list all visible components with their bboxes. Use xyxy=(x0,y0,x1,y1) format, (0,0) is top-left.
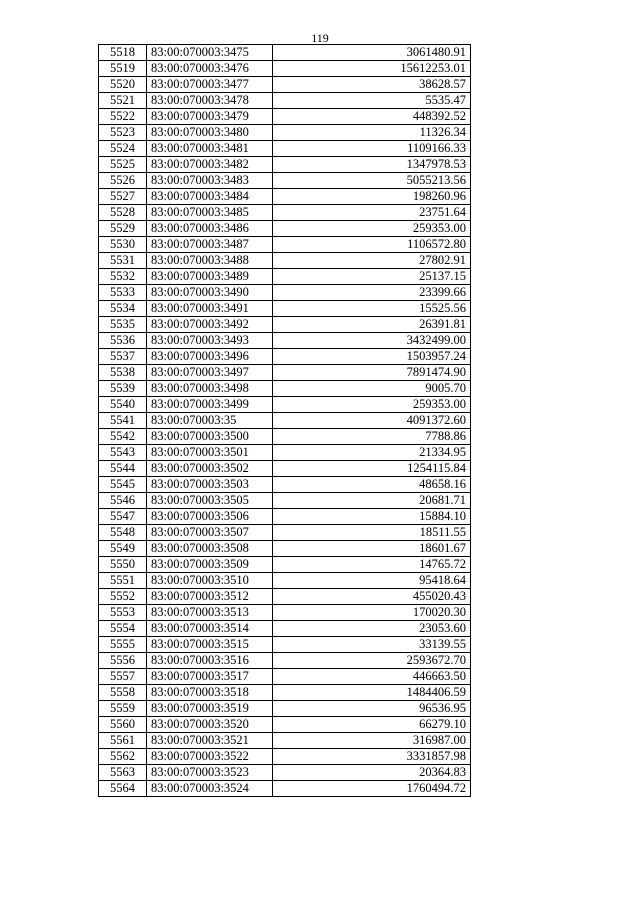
table-row xyxy=(99,461,471,477)
cadastral-value-cell: 96536.95 xyxy=(273,701,471,717)
row-number-cell: 5526 xyxy=(99,173,147,189)
cadastral-value-cell: 1760494.72 xyxy=(273,781,471,797)
cadastral-value-cell: 26391.81 xyxy=(273,317,471,333)
cadastral-value-cell: 1106572.80 xyxy=(273,237,471,253)
row-number-cell: 5521 xyxy=(99,93,147,109)
cadastral-number-cell: 83:00:070003:3524 xyxy=(147,781,273,797)
cadastral-value-cell: 15525.56 xyxy=(273,301,471,317)
row-number-cell: 5520 xyxy=(99,77,147,93)
row-number-cell: 5523 xyxy=(99,125,147,141)
cadastral-number-cell: 83:00:070003:3508 xyxy=(147,541,273,557)
row-number-cell: 5532 xyxy=(99,269,147,285)
table-row xyxy=(99,317,471,333)
table-row xyxy=(99,253,471,269)
cadastral-number-cell: 83:00:070003:3516 xyxy=(147,653,273,669)
cadastral-number-cell: 83:00:070003:3484 xyxy=(147,189,273,205)
cadastral-number-cell: 83:00:070003:3498 xyxy=(147,381,273,397)
table-row xyxy=(99,573,471,589)
table-row xyxy=(99,653,471,669)
row-number-cell: 5529 xyxy=(99,221,147,237)
table-row xyxy=(99,445,471,461)
table-row xyxy=(99,221,471,237)
cadastral-number-cell: 83:00:070003:3496 xyxy=(147,349,273,365)
cadastral-number-cell: 83:00:070003:3490 xyxy=(147,285,273,301)
table-row xyxy=(99,701,471,717)
cadastral-value-cell: 170020.30 xyxy=(273,605,471,621)
row-number-cell: 5522 xyxy=(99,109,147,125)
cadastral-value-cell: 18511.55 xyxy=(273,525,471,541)
cadastral-number-cell: 83:00:070003:3518 xyxy=(147,685,273,701)
cadastral-number-cell: 83:00:070003:3491 xyxy=(147,301,273,317)
cadastral-number-cell: 83:00:070003:3523 xyxy=(147,765,273,781)
table-row xyxy=(99,45,471,61)
cadastral-number-cell: 83:00:070003:3510 xyxy=(147,573,273,589)
table-row xyxy=(99,589,471,605)
table-row xyxy=(99,333,471,349)
cadastral-number-cell: 83:00:070003:3483 xyxy=(147,173,273,189)
cadastral-value-cell: 23053.60 xyxy=(273,621,471,637)
row-number-cell: 5556 xyxy=(99,653,147,669)
cadastral-number-cell: 83:00:070003:3481 xyxy=(147,141,273,157)
row-number-cell: 5525 xyxy=(99,157,147,173)
cadastral-number-cell: 83:00:070003:3493 xyxy=(147,333,273,349)
cadastral-value-cell: 198260.96 xyxy=(273,189,471,205)
row-number-cell: 5527 xyxy=(99,189,147,205)
row-number-cell: 5545 xyxy=(99,477,147,493)
row-number-cell: 5531 xyxy=(99,253,147,269)
cadastral-number-cell: 83:00:070003:3509 xyxy=(147,557,273,573)
cadastral-number-cell: 83:00:070003:3500 xyxy=(147,429,273,445)
row-number-cell: 5538 xyxy=(99,365,147,381)
table-row xyxy=(99,749,471,765)
table-row xyxy=(99,509,471,525)
cadastral-value-cell: 66279.10 xyxy=(273,717,471,733)
row-number-cell: 5528 xyxy=(99,205,147,221)
table-row xyxy=(99,557,471,573)
table-row xyxy=(99,477,471,493)
cadastral-value-cell: 3331857.98 xyxy=(273,749,471,765)
cadastral-value-cell: 20681.71 xyxy=(273,493,471,509)
table-row xyxy=(99,525,471,541)
row-number-cell: 5551 xyxy=(99,573,147,589)
cadastral-value-cell: 316987.00 xyxy=(273,733,471,749)
table-row xyxy=(99,493,471,509)
cadastral-value-cell: 11326.34 xyxy=(273,125,471,141)
cadastral-value-cell: 7788.86 xyxy=(273,429,471,445)
cadastral-value-cell: 1254115.84 xyxy=(273,461,471,477)
cadastral-value-cell: 1109166.33 xyxy=(273,141,471,157)
row-number-cell: 5530 xyxy=(99,237,147,253)
table-row xyxy=(99,189,471,205)
row-number-cell: 5544 xyxy=(99,461,147,477)
table-row xyxy=(99,541,471,557)
table-row xyxy=(99,637,471,653)
cadastral-number-cell: 83:00:070003:3512 xyxy=(147,589,273,605)
table-row xyxy=(99,157,471,173)
table-row xyxy=(99,669,471,685)
row-number-cell: 5535 xyxy=(99,317,147,333)
cadastral-number-cell: 83:00:070003:3514 xyxy=(147,621,273,637)
cadastral-number-cell: 83:00:070003:3497 xyxy=(147,365,273,381)
cadastral-value-cell: 1347978.53 xyxy=(273,157,471,173)
cadastral-value-cell: 455020.43 xyxy=(273,589,471,605)
cadastral-number-cell: 83:00:070003:3486 xyxy=(147,221,273,237)
table-row xyxy=(99,173,471,189)
table-body xyxy=(99,45,471,797)
row-number-cell: 5536 xyxy=(99,333,147,349)
cadastral-value-cell: 21334.95 xyxy=(273,445,471,461)
table-row xyxy=(99,237,471,253)
cadastral-number-cell: 83:00:070003:3515 xyxy=(147,637,273,653)
row-number-cell: 5550 xyxy=(99,557,147,573)
table-row xyxy=(99,269,471,285)
table-row xyxy=(99,77,471,93)
cadastral-value-cell: 259353.00 xyxy=(273,221,471,237)
cadastral-value-cell: 4091372.60 xyxy=(273,413,471,429)
cadastral-number-cell: 83:00:070003:3478 xyxy=(147,93,273,109)
cadastral-value-cell: 15612253.01 xyxy=(273,61,471,77)
cadastral-value-cell: 14765.72 xyxy=(273,557,471,573)
row-number-cell: 5553 xyxy=(99,605,147,621)
row-number-cell: 5533 xyxy=(99,285,147,301)
row-number-cell: 5519 xyxy=(99,61,147,77)
cadastral-number-cell: 83:00:070003:3489 xyxy=(147,269,273,285)
cadastral-value-cell: 446663.50 xyxy=(273,669,471,685)
cadastral-value-cell: 38628.57 xyxy=(273,77,471,93)
row-number-cell: 5537 xyxy=(99,349,147,365)
row-number-cell: 5557 xyxy=(99,669,147,685)
cadastral-value-table xyxy=(98,44,471,797)
cadastral-number-cell: 83:00:070003:3521 xyxy=(147,733,273,749)
cadastral-number-cell: 83:00:070003:3475 xyxy=(147,45,273,61)
table-row xyxy=(99,733,471,749)
row-number-cell: 5561 xyxy=(99,733,147,749)
table-row xyxy=(99,61,471,77)
cadastral-number-cell: 83:00:070003:3482 xyxy=(147,157,273,173)
table-row xyxy=(99,397,471,413)
row-number-cell: 5542 xyxy=(99,429,147,445)
cadastral-number-cell: 83:00:070003:3492 xyxy=(147,317,273,333)
table-row xyxy=(99,365,471,381)
cadastral-number-cell: 83:00:070003:3487 xyxy=(147,237,273,253)
cadastral-number-cell: 83:00:070003:3502 xyxy=(147,461,273,477)
cadastral-value-cell: 448392.52 xyxy=(273,109,471,125)
cadastral-number-cell: 83:00:070003:35 xyxy=(147,413,273,429)
cadastral-value-cell: 48658.16 xyxy=(273,477,471,493)
cadastral-number-cell: 83:00:070003:3488 xyxy=(147,253,273,269)
row-number-cell: 5554 xyxy=(99,621,147,637)
cadastral-number-cell: 83:00:070003:3480 xyxy=(147,125,273,141)
row-number-cell: 5559 xyxy=(99,701,147,717)
table-row xyxy=(99,765,471,781)
table-row xyxy=(99,381,471,397)
row-number-cell: 5560 xyxy=(99,717,147,733)
row-number-cell: 5555 xyxy=(99,637,147,653)
cadastral-number-cell: 83:00:070003:3506 xyxy=(147,509,273,525)
table-row xyxy=(99,685,471,701)
row-number-cell: 5546 xyxy=(99,493,147,509)
cadastral-value-cell: 2593672.70 xyxy=(273,653,471,669)
table-row xyxy=(99,621,471,637)
cadastral-value-cell: 27802.91 xyxy=(273,253,471,269)
row-number-cell: 5524 xyxy=(99,141,147,157)
cadastral-value-cell: 3432499.00 xyxy=(273,333,471,349)
table-row xyxy=(99,717,471,733)
row-number-cell: 5534 xyxy=(99,301,147,317)
cadastral-value-cell: 23399.66 xyxy=(273,285,471,301)
cadastral-value-cell: 23751.64 xyxy=(273,205,471,221)
cadastral-number-cell: 83:00:070003:3501 xyxy=(147,445,273,461)
row-number-cell: 5543 xyxy=(99,445,147,461)
cadastral-value-cell: 33139.55 xyxy=(273,637,471,653)
row-number-cell: 5547 xyxy=(99,509,147,525)
table-row xyxy=(99,413,471,429)
row-number-cell: 5548 xyxy=(99,525,147,541)
cadastral-value-cell: 9005.70 xyxy=(273,381,471,397)
table-row xyxy=(99,93,471,109)
cadastral-value-cell: 5055213.56 xyxy=(273,173,471,189)
cadastral-value-cell: 7891474.90 xyxy=(273,365,471,381)
table-row xyxy=(99,301,471,317)
row-number-cell: 5540 xyxy=(99,397,147,413)
cadastral-number-cell: 83:00:070003:3499 xyxy=(147,397,273,413)
cadastral-value-cell: 3061480.91 xyxy=(273,45,471,61)
cadastral-value-cell: 1503957.24 xyxy=(273,349,471,365)
cadastral-value-cell: 259353.00 xyxy=(273,397,471,413)
cadastral-number-cell: 83:00:070003:3477 xyxy=(147,77,273,93)
table-row xyxy=(99,349,471,365)
row-number-cell: 5518 xyxy=(99,45,147,61)
row-number-cell: 5549 xyxy=(99,541,147,557)
cadastral-number-cell: 83:00:070003:3513 xyxy=(147,605,273,621)
table-row xyxy=(99,125,471,141)
row-number-cell: 5564 xyxy=(99,781,147,797)
cadastral-number-cell: 83:00:070003:3505 xyxy=(147,493,273,509)
cadastral-number-cell: 83:00:070003:3517 xyxy=(147,669,273,685)
table-row xyxy=(99,429,471,445)
cadastral-value-cell: 20364.83 xyxy=(273,765,471,781)
cadastral-value-cell: 1484406.59 xyxy=(273,685,471,701)
row-number-cell: 5539 xyxy=(99,381,147,397)
cadastral-value-cell: 95418.64 xyxy=(273,573,471,589)
cadastral-number-cell: 83:00:070003:3479 xyxy=(147,109,273,125)
table-row xyxy=(99,109,471,125)
cadastral-number-cell: 83:00:070003:3485 xyxy=(147,205,273,221)
row-number-cell: 5541 xyxy=(99,413,147,429)
table-row xyxy=(99,205,471,221)
cadastral-value-cell: 18601.67 xyxy=(273,541,471,557)
cadastral-number-cell: 83:00:070003:3522 xyxy=(147,749,273,765)
table-row xyxy=(99,141,471,157)
row-number-cell: 5563 xyxy=(99,765,147,781)
cadastral-value-cell: 25137.15 xyxy=(273,269,471,285)
cadastral-value-cell: 15884.10 xyxy=(273,509,471,525)
cadastral-number-cell: 83:00:070003:3503 xyxy=(147,477,273,493)
row-number-cell: 5552 xyxy=(99,589,147,605)
table-row xyxy=(99,781,471,797)
row-number-cell: 5562 xyxy=(99,749,147,765)
cadastral-number-cell: 83:00:070003:3476 xyxy=(147,61,273,77)
cadastral-number-cell: 83:00:070003:3519 xyxy=(147,701,273,717)
table-row xyxy=(99,605,471,621)
table-row xyxy=(99,285,471,301)
cadastral-value-cell: 5535.47 xyxy=(273,93,471,109)
row-number-cell: 5558 xyxy=(99,685,147,701)
page-number: 119 xyxy=(311,31,329,45)
cadastral-number-cell: 83:00:070003:3507 xyxy=(147,525,273,541)
cadastral-number-cell: 83:00:070003:3520 xyxy=(147,717,273,733)
